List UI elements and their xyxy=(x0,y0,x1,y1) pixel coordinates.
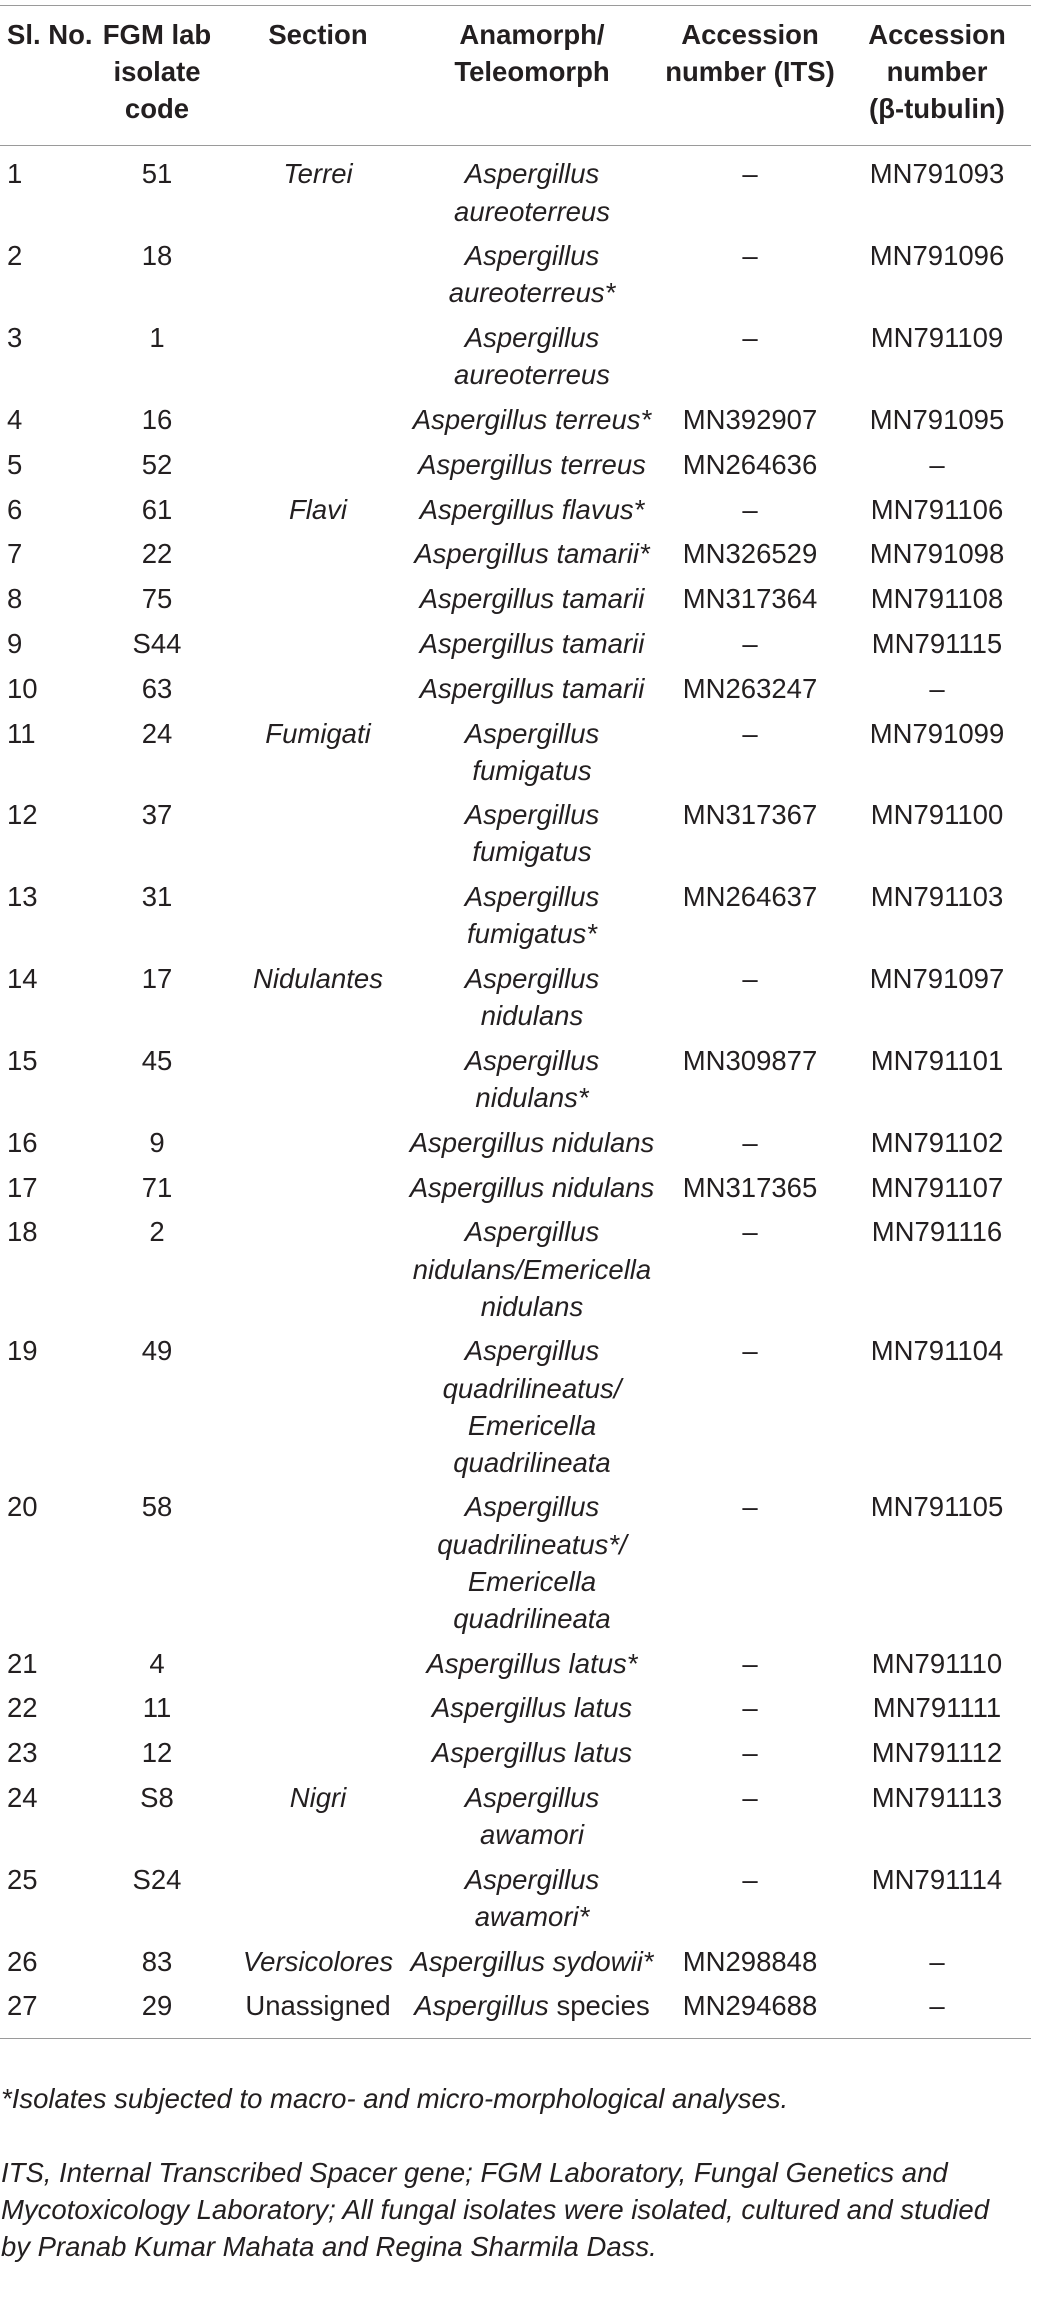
cell-accession-tubulin: MN791112 xyxy=(871,1737,1003,1769)
cell-anamorph: Aspergillus tamarii xyxy=(419,583,645,615)
header-accession-tubulin: Accession number (β-tubulin) xyxy=(843,6,1031,146)
header-accession-its: Accession number (ITS) xyxy=(657,6,843,146)
cell-accession-tubulin: MN791100 xyxy=(870,799,1004,831)
cell-section xyxy=(229,576,407,621)
cell-sl-no: 26 xyxy=(7,1945,38,1977)
table-row xyxy=(0,621,1031,666)
table-row xyxy=(0,1730,1031,1775)
cell-section xyxy=(229,621,407,666)
cell-accession-tubulin: MN791107 xyxy=(870,1171,1004,1203)
table-row xyxy=(0,793,1031,875)
footnote-abbreviations: ITS, Internal Transcribed Spacer gene; FGM Laboratory, Fungal Genetics and Mycotoxicology Laboratory; All fungal isolates were isolated, cultured and studied by Pranab Kumar Mahata and Regina Sharmila Dass. xyxy=(1,2156,989,2263)
cell-section xyxy=(229,442,407,487)
cell-accession-its: – xyxy=(742,1692,758,1724)
cell-sl-no: 9 xyxy=(7,627,23,659)
cell-accession-tubulin: MN791104 xyxy=(870,1335,1004,1367)
cell-accession-tubulin: MN791109 xyxy=(870,322,1004,354)
cell-section: Versicolores xyxy=(242,1945,394,1977)
header-row xyxy=(0,6,1031,146)
cell-isolate-code: 49 xyxy=(141,1335,173,1367)
table-row xyxy=(0,1641,1031,1686)
cell-section xyxy=(229,1730,407,1775)
cell-isolate-code: 2 xyxy=(149,1216,165,1248)
cell-sl-no: 21 xyxy=(7,1647,38,1679)
cell-accession-its: – xyxy=(742,1781,758,1813)
cell-isolate-code: 31 xyxy=(141,881,173,913)
cell-section xyxy=(229,1038,407,1120)
cell-isolate-code: 51 xyxy=(141,158,173,190)
cell-accession-tubulin: – xyxy=(929,672,945,704)
cell-anamorph: Aspergillus sydowii* xyxy=(410,1945,654,1977)
cell-isolate-code: S8 xyxy=(140,1781,174,1813)
cell-anamorph: Aspergillus terreus xyxy=(418,448,646,480)
table-header xyxy=(0,6,1031,146)
cell-anamorph: Aspergillus nidulans* xyxy=(464,1045,600,1114)
isolates-table xyxy=(0,5,1031,2039)
cell-sl-no: 23 xyxy=(7,1737,38,1769)
cell-isolate-code: 22 xyxy=(141,538,173,570)
cell-accession-its: MN294688 xyxy=(657,1984,843,2039)
cell-isolate-code: 83 xyxy=(141,1945,173,1977)
cell-anamorph: Aspergillus fumigatus xyxy=(464,717,600,786)
cell-sl-no: 22 xyxy=(7,1692,38,1724)
cell-sl-no: 2 xyxy=(7,240,23,272)
cell-accession-tubulin: MN791099 xyxy=(869,717,1005,749)
cell-sl-no: 1 xyxy=(7,158,23,190)
cell-sl-no: 13 xyxy=(7,881,38,913)
table-row xyxy=(0,1939,1031,1984)
cell-accession-its: – xyxy=(742,158,758,190)
table-footnotes xyxy=(0,2043,1031,2302)
table-row xyxy=(0,1210,1031,1329)
cell-sl-no: 24 xyxy=(7,1781,38,1813)
cell-accession-its: MN317364 xyxy=(682,583,818,615)
cell-section xyxy=(229,233,407,315)
cell-anamorph: Aspergillus tamarii xyxy=(419,672,645,704)
cell-isolate-code: 17 xyxy=(141,963,173,995)
cell-accession-tubulin: MN791098 xyxy=(869,538,1005,570)
cell-section xyxy=(229,1165,407,1210)
cell-anamorph: Aspergillus latus xyxy=(431,1737,633,1769)
cell-accession-its: – xyxy=(742,963,758,995)
cell-section: Flavi xyxy=(288,493,348,525)
cell-section: Nigri xyxy=(289,1781,347,1813)
cell-accession-its: MN298848 xyxy=(682,1945,818,1977)
genus-name: Aspergillus xyxy=(414,1990,549,2022)
cell-anamorph: Aspergillus nidulans/Emericella nidulans xyxy=(412,1216,652,1322)
cell-isolate-code: 1 xyxy=(149,322,165,354)
cell-section: Nidulantes xyxy=(253,963,383,995)
table-row xyxy=(0,1857,1031,1939)
header-section: Section xyxy=(229,6,407,146)
cell-accession-tubulin: MN791116 xyxy=(871,1216,1003,1248)
cell-sl-no: 27 xyxy=(0,1984,85,2039)
cell-anamorph: Aspergillus quadrilineatus/ Emericella quadrilineata xyxy=(442,1335,622,1478)
cell-section xyxy=(229,874,407,956)
cell-sl-no: 8 xyxy=(7,583,23,615)
cell-accession-its: – xyxy=(742,1216,758,1248)
header-sl-no: Sl. No. xyxy=(0,6,85,146)
cell-isolate-code: 12 xyxy=(141,1737,173,1769)
footnote-asterisk: *Isolates subjected to macro- and micro-morphological analyses. xyxy=(1,2082,789,2114)
cell-isolate-code: 4 xyxy=(149,1647,165,1679)
cell-sl-no: 12 xyxy=(7,799,38,831)
cell-accession-its: MN317365 xyxy=(682,1171,818,1203)
cell-isolate-code: 71 xyxy=(141,1171,173,1203)
cell-sl-no: 10 xyxy=(7,672,38,704)
cell-anamorph: Aspergillus nidulans xyxy=(409,1126,655,1158)
cell-anamorph: Aspergillus aureoterreus xyxy=(454,322,610,391)
cell-accession-its: – xyxy=(742,322,758,354)
table-row xyxy=(0,233,1031,315)
cell-sl-no: 14 xyxy=(7,963,38,995)
table-row xyxy=(0,1165,1031,1210)
cell-accession-its: – xyxy=(742,493,758,525)
cell-sl-no: 19 xyxy=(7,1335,38,1367)
cell-section: Unassigned xyxy=(229,1984,407,2039)
cell-accession-tubulin: MN791105 xyxy=(870,1491,1004,1523)
cell-sl-no: 3 xyxy=(7,322,23,354)
cell-anamorph: Aspergillus aureoterreus xyxy=(454,158,610,227)
cell-anamorph: Aspergillus aureoterreus* xyxy=(448,240,616,309)
cell-accession-tubulin: MN791101 xyxy=(870,1045,1004,1077)
table-row xyxy=(0,532,1031,577)
cell-section xyxy=(229,397,407,442)
cell-sl-no: 20 xyxy=(7,1491,38,1523)
cell-isolate-code: 29 xyxy=(85,1984,229,2039)
cell-section xyxy=(229,1857,407,1939)
cell-sl-no: 18 xyxy=(7,1216,38,1248)
cell-accession-tubulin: MN791097 xyxy=(869,963,1005,995)
cell-anamorph: Aspergillus nidulans xyxy=(409,1171,655,1203)
cell-accession-its: – xyxy=(742,717,758,749)
cell-sl-no: 4 xyxy=(7,404,23,436)
table-row xyxy=(0,1485,1031,1641)
table-row xyxy=(0,711,1031,793)
cell-anamorph: Aspergillus tamarii xyxy=(419,627,645,659)
cell-anamorph: Aspergillus terreus* xyxy=(412,404,652,436)
cell-accession-tubulin: MN791110 xyxy=(871,1647,1003,1679)
cell-isolate-code: 24 xyxy=(141,717,173,749)
cell-isolate-code: S24 xyxy=(132,1863,182,1895)
cell-isolate-code: 45 xyxy=(141,1045,173,1077)
cell-sl-no: 7 xyxy=(7,538,23,570)
cell-accession-tubulin: – xyxy=(929,448,945,480)
cell-sl-no: 16 xyxy=(7,1126,38,1158)
cell-section xyxy=(229,666,407,711)
cell-anamorph: Aspergillus quadrilineatus*/ Emericella quadrilineata xyxy=(437,1491,627,1634)
table-row xyxy=(0,397,1031,442)
cell-anamorph: Aspergillus fumigatus* xyxy=(464,881,600,950)
cell-accession-tubulin: MN791093 xyxy=(869,158,1005,190)
cell-accession-its: – xyxy=(742,1863,758,1895)
cell-anamorph xyxy=(407,1984,657,2039)
table-body xyxy=(0,145,1031,2039)
table-row xyxy=(0,1329,1031,1485)
table-row xyxy=(0,442,1031,487)
cell-accession-its: MN326529 xyxy=(682,538,818,570)
table-row xyxy=(0,1120,1031,1165)
cell-accession-tubulin: MN791113 xyxy=(871,1781,1003,1813)
cell-accession-tubulin: – xyxy=(843,1984,1031,2039)
cell-isolate-code: 58 xyxy=(141,1491,173,1523)
cell-accession-its: MN309877 xyxy=(682,1045,818,1077)
cell-accession-tubulin: MN791111 xyxy=(872,1692,1002,1724)
cell-section xyxy=(229,1120,407,1165)
cell-isolate-code: 61 xyxy=(141,493,173,525)
table-row xyxy=(0,1038,1031,1120)
cell-section: Fumigati xyxy=(265,717,371,749)
cell-accession-tubulin: MN791102 xyxy=(870,1126,1004,1158)
cell-section xyxy=(229,1685,407,1730)
cell-isolate-code: 52 xyxy=(141,448,173,480)
cell-isolate-code: 75 xyxy=(141,583,173,615)
cell-anamorph: Aspergillus latus* xyxy=(426,1647,638,1679)
cell-accession-its: MN264637 xyxy=(682,881,818,913)
cell-accession-tubulin: MN791106 xyxy=(870,493,1004,525)
cell-section xyxy=(229,532,407,577)
cell-accession-its: MN317367 xyxy=(682,799,818,831)
table-row xyxy=(0,576,1031,621)
table-figure xyxy=(0,5,1031,2302)
table-row xyxy=(0,1775,1031,1857)
cell-section: Terrei xyxy=(283,158,353,190)
cell-accession-tubulin: – xyxy=(929,1945,945,1977)
cell-accession-tubulin: MN791103 xyxy=(870,881,1004,913)
table-row xyxy=(0,487,1031,532)
cell-accession-its: MN263247 xyxy=(682,672,818,704)
table-row xyxy=(0,666,1031,711)
table-row xyxy=(0,315,1031,397)
cell-isolate-code: 9 xyxy=(149,1126,165,1158)
table-row xyxy=(0,956,1031,1038)
cell-isolate-code: 18 xyxy=(141,240,173,272)
cell-anamorph: Aspergillus awamori* xyxy=(464,1863,600,1932)
cell-isolate-code: 63 xyxy=(141,672,173,704)
cell-accession-its: – xyxy=(742,1647,758,1679)
cell-section xyxy=(229,1641,407,1686)
cell-section xyxy=(229,315,407,397)
cell-section xyxy=(229,793,407,875)
header-anamorph-teleomorph: Anamorph/ Teleomorph xyxy=(407,6,657,146)
cell-accession-tubulin: MN791114 xyxy=(871,1863,1003,1895)
cell-accession-its: – xyxy=(742,1335,758,1367)
table-row xyxy=(0,1685,1031,1730)
cell-anamorph: Aspergillus awamori xyxy=(464,1781,600,1850)
table-row xyxy=(0,145,1031,233)
cell-accession-tubulin: MN791096 xyxy=(869,240,1005,272)
cell-section xyxy=(229,1329,407,1485)
cell-anamorph: Aspergillus nidulans xyxy=(464,963,600,1032)
cell-anamorph: Aspergillus tamarii* xyxy=(414,538,650,570)
cell-section xyxy=(229,1210,407,1329)
cell-isolate-code: S44 xyxy=(132,627,182,659)
cell-sl-no: 17 xyxy=(7,1171,38,1203)
table-row xyxy=(0,874,1031,956)
cell-accession-its: MN392907 xyxy=(682,404,818,436)
table-row xyxy=(0,1984,1031,2039)
cell-accession-its: – xyxy=(742,1737,758,1769)
cell-sl-no: 6 xyxy=(7,493,23,525)
cell-sl-no: 25 xyxy=(7,1863,38,1895)
cell-anamorph: Aspergillus fumigatus xyxy=(464,799,600,868)
cell-anamorph: Aspergillus flavus* xyxy=(419,493,645,525)
cell-accession-tubulin: MN791095 xyxy=(869,404,1005,436)
cell-accession-its: – xyxy=(742,240,758,272)
cell-isolate-code: 16 xyxy=(141,404,173,436)
cell-accession-its: MN264636 xyxy=(682,448,818,480)
cell-accession-its: – xyxy=(742,627,758,659)
cell-sl-no: 11 xyxy=(7,717,36,749)
header-isolate-code: FGM lab isolate code xyxy=(85,6,229,146)
cell-sl-no: 15 xyxy=(7,1045,38,1077)
cell-isolate-code: 37 xyxy=(141,799,173,831)
cell-accession-tubulin: MN791108 xyxy=(870,583,1004,615)
cell-isolate-code: 11 xyxy=(142,1692,172,1724)
cell-accession-its: – xyxy=(742,1126,758,1158)
cell-accession-its: – xyxy=(742,1491,758,1523)
cell-sl-no: 5 xyxy=(7,448,23,480)
species-qualifier: species xyxy=(556,1990,650,2022)
cell-anamorph: Aspergillus latus xyxy=(431,1692,633,1724)
cell-accession-tubulin: MN791115 xyxy=(871,627,1003,659)
cell-section xyxy=(229,1485,407,1641)
